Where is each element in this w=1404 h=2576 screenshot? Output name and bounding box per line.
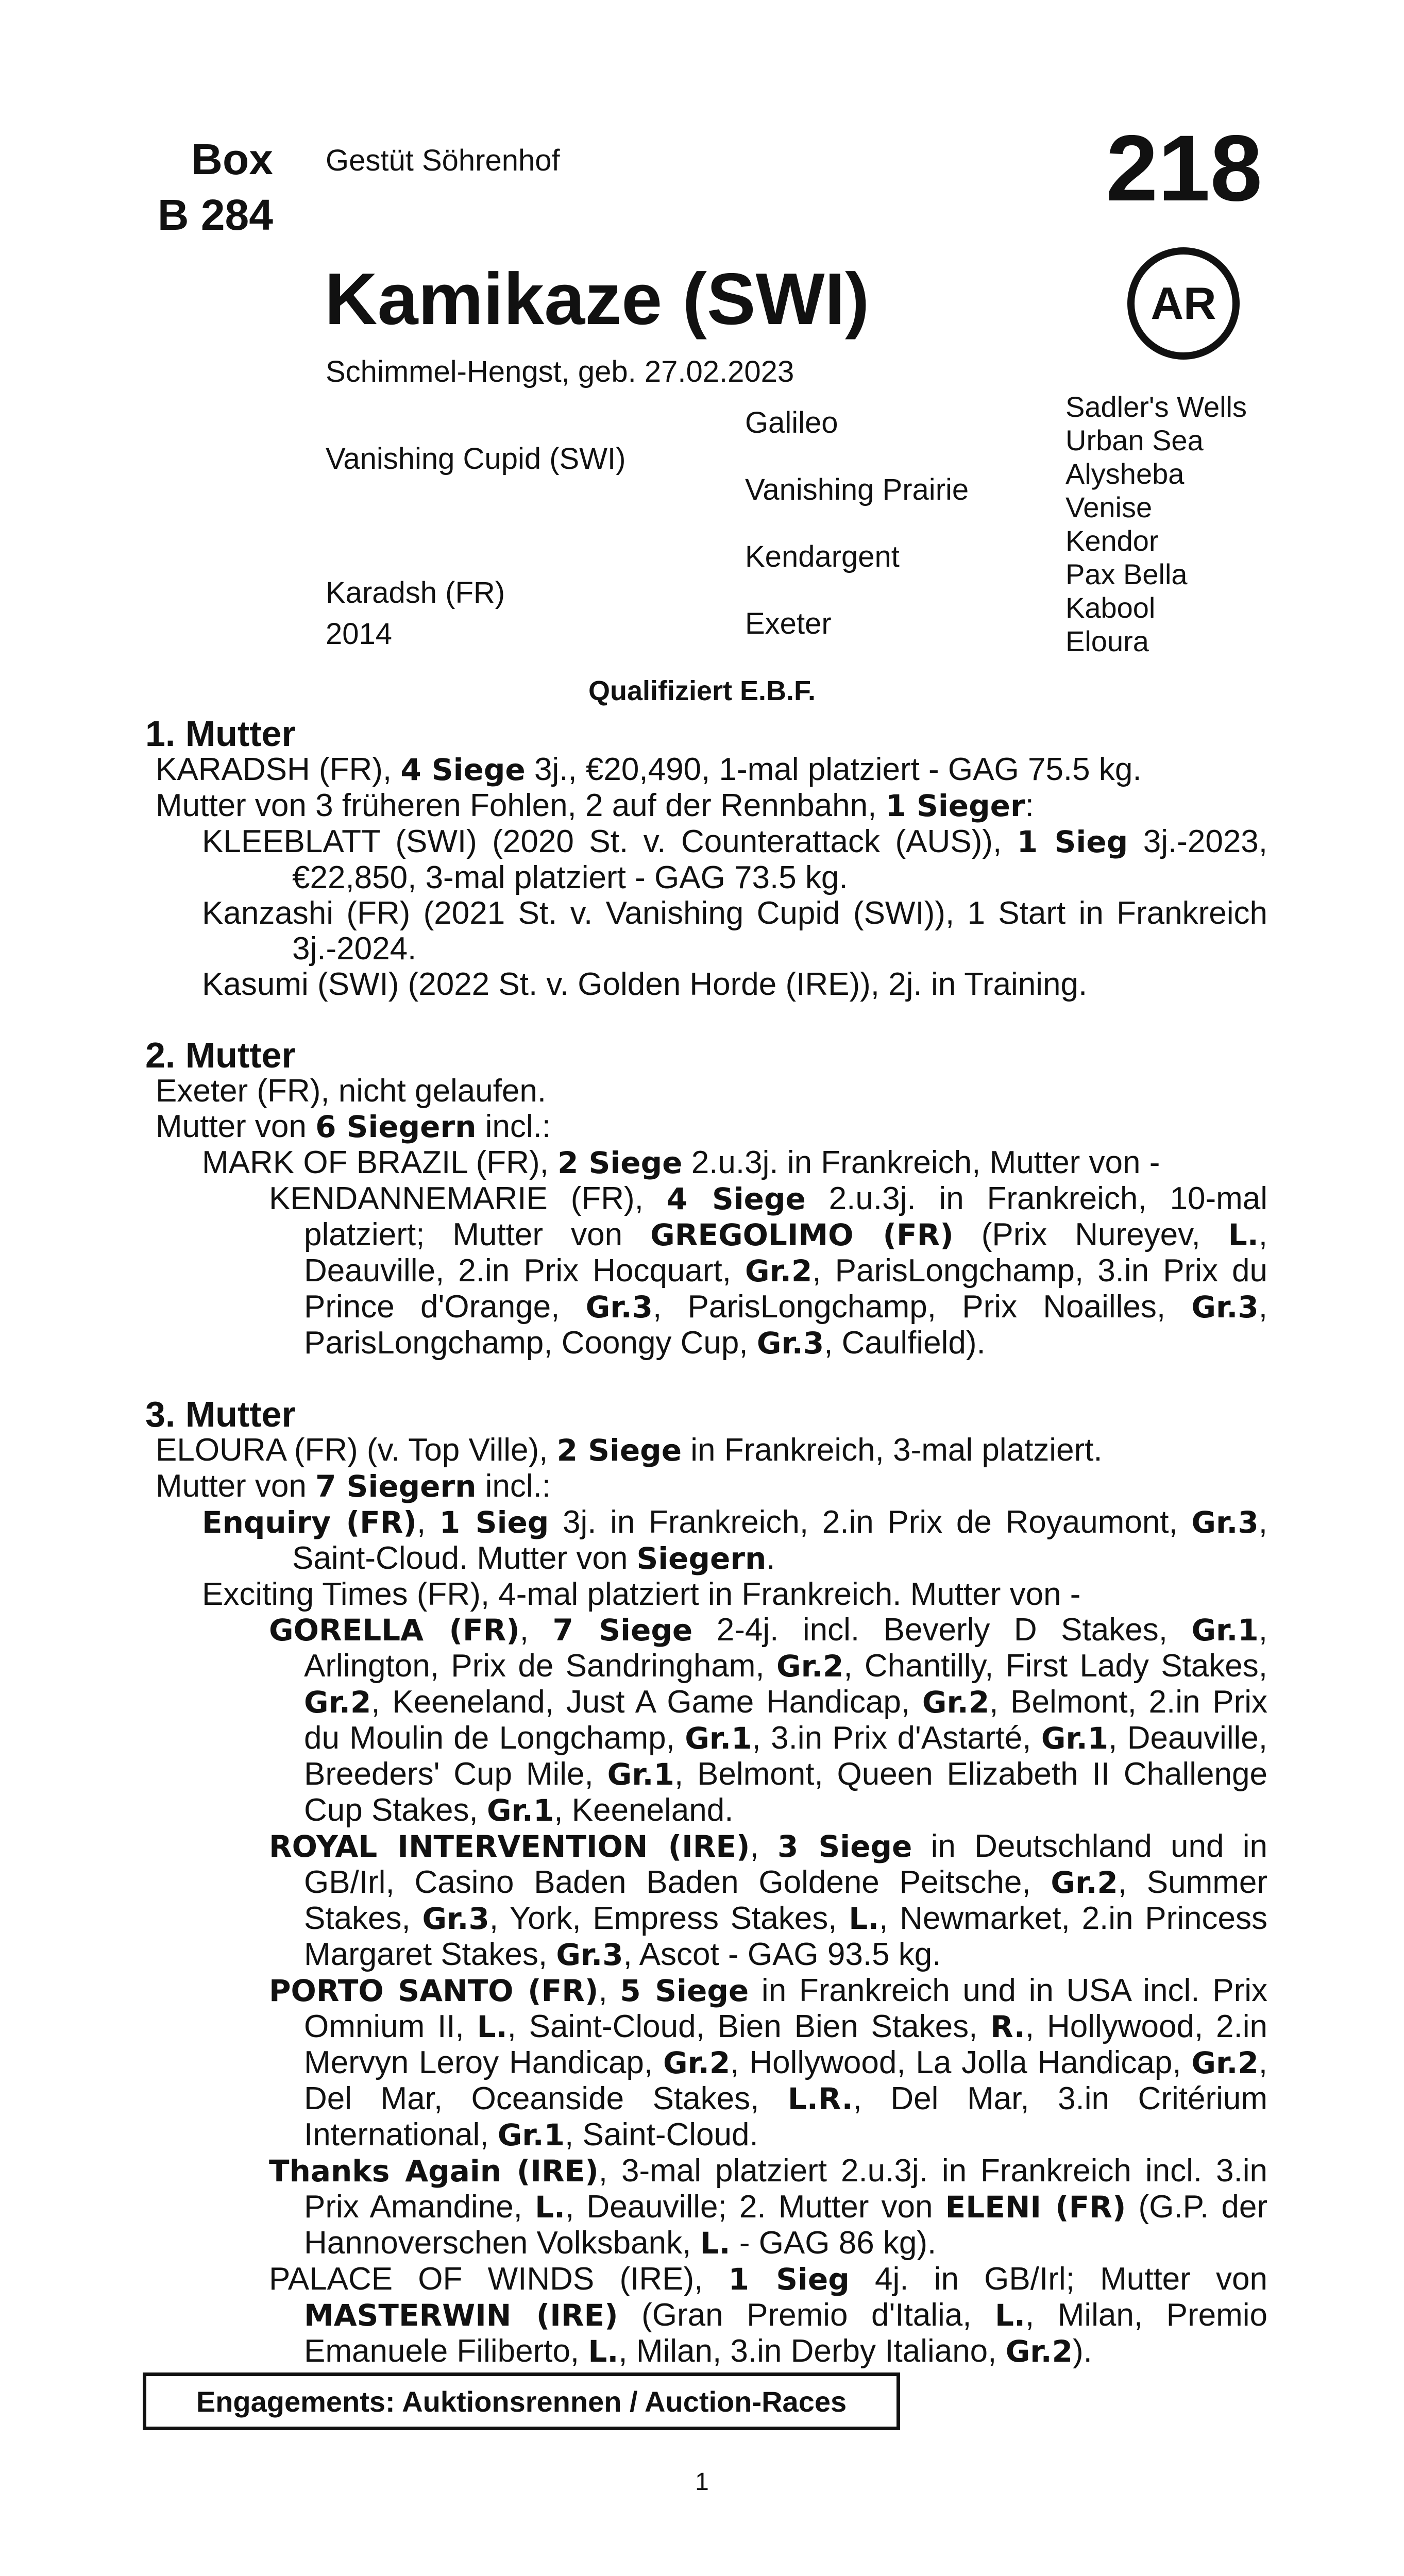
third-dam-heading: 3. Mutter: [145, 1394, 296, 1434]
offspring-entry: KLEEBLATT (SWI) (2020 St. v. Counterattack (AUS)), 1 Sieg 3j.-2023, €22,850, 3-mal platziert - GAG 73.5 kg.: [202, 824, 1268, 895]
qualification: Qualifiziert E.B.F.: [588, 675, 816, 706]
box-label: [129, 131, 273, 243]
page-number: 1: [695, 2468, 709, 2496]
pedigree-grandparent: Venise: [1065, 491, 1153, 523]
pedigree-grandparent: Alysheba: [1065, 457, 1185, 490]
box-line1: Box: [191, 135, 273, 183]
offspring-entry: KENDANNEMARIE (FR), 4 Siege 2.u.3j. in Frankreich, 10-mal platziert; Mutter von GREGOLIMO (FR) (Prix Nureyev, L., Deauville, 2.in Prix Hocquart, Gr.2, ParisLongchamp, 3.in Prix du Prince d'Orange, Gr.3, ParisLongchamp, Prix Noailles, Gr.3, ParisLongchamp, Coongy Cup, Gr.3, Caulfield).: [269, 1181, 1268, 1361]
pedigree-grandparent: Kabool: [1065, 591, 1156, 624]
offspring-entry: Thanks Again (IRE), 3-mal platziert 2.u.3j. in Frankreich incl. 3.in Prix Amandine, L., Deauville; 2. Mutter von ELENI (FR) (G.P. der Hannoverschen Volksbank, L. - GAG 86 kg).: [269, 2153, 1267, 2261]
pedigree-parent: Galileo: [745, 406, 838, 439]
offspring-entry: Kasumi (SWI) (2022 St. v. Golden Horde (IRE)), 2j. in Training.: [202, 967, 1088, 1002]
offspring-entry: PALACE OF WINDS (IRE), 1 Sieg 4j. in GB/Irl; Mutter von MASTERWIN (IRE) (Gran Premio d'Italia, L., Milan, Premio Emanuele Filiberto, L., Milan, 3.in Derby Italiano, Gr.2).: [269, 2261, 1267, 2369]
second-dam-line: Exeter (FR), nicht gelaufen.: [156, 1073, 547, 1109]
offspring-entry: Enquiry (FR), 1 Sieg 3j. in Frankreich, 2.in Prix de Royaumont, Gr.3, Saint-Cloud. Mutter von Siegern.: [202, 1504, 1267, 1576]
pedigree-parent: Exeter: [745, 607, 832, 640]
offspring-entry: GORELLA (FR), 7 Siege 2-4j. incl. Beverly D Stakes, Gr.1, Arlington, Prix de Sandringham, Gr.2, Chantilly, First Lady Stakes, Gr.2, Keeneland, Just A Game Handicap, Gr.2, Belmont, 2.in Prix du Moulin de Longchamp, Gr.1, 3.in Prix d'Astarté, Gr.1, Deauville, Breeders' Cup Mile, Gr.1, Belmont, Queen Elizabeth II Challenge Cup Stakes, Gr.1, Keeneland.: [269, 1612, 1268, 1828]
second-dam-line: Mutter von 6 Siegern incl.:: [156, 1109, 551, 1144]
offspring-entry: MARK OF BRAZIL (FR), 2 Siege 2.u.3j. in Frankreich, Mutter von -: [202, 1145, 1160, 1180]
pedigree-parent: Kendargent: [745, 540, 900, 573]
offspring-entry: Exciting Times (FR), 4-mal platziert in Frankreich. Mutter von -: [202, 1577, 1081, 1612]
pedigree-grandparent: Eloura: [1065, 625, 1149, 657]
pedigree-dam: Karadsh (FR): [326, 576, 505, 609]
pedigree-grandparent: Urban Sea: [1065, 424, 1204, 456]
lot-number: 218: [1106, 115, 1262, 221]
box-line2: B 284: [157, 191, 273, 239]
pedigree-dam-year: 2014: [326, 617, 393, 651]
pedigree-grandparent: Kendor: [1065, 524, 1159, 557]
catalogue-body: [145, 716, 1267, 2369]
horse-subtitle: Schimmel-Hengst, geb. 27.02.2023: [326, 355, 794, 388]
pedigree-grandparents: [1065, 390, 1247, 658]
third-dam-line: ELOURA (FR) (v. Top Ville), 2 Siege in Frankreich, 3-mal platziert.: [156, 1432, 1103, 1468]
horse-name: Kamikaze (SWI): [325, 258, 870, 340]
second-dam-heading: 2. Mutter: [145, 1035, 296, 1075]
stud-name: Gestüt Söhrenhof: [326, 144, 560, 177]
pedigree-sire: Vanishing Cupid (SWI): [326, 442, 626, 476]
ar-badge-text: AR: [1151, 278, 1216, 329]
ar-badge-icon: [1127, 247, 1240, 360]
first-dam-line: KARADSH (FR), 4 Siege 3j., €20,490, 1-mal platziert - GAG 75.5 kg.: [156, 752, 1142, 787]
first-dam-heading: 1. Mutter: [145, 714, 296, 754]
engagements-box: Engagements: Auktionsrennen / Auction-Races: [143, 2372, 900, 2430]
pedigree-grandparent: Pax Bella: [1065, 558, 1188, 590]
pedigree-grandparent: Sadler's Wells: [1065, 391, 1247, 423]
offspring-entry: ROYAL INTERVENTION (IRE), 3 Siege in Deutschland und in GB/Irl, Casino Baden Baden Goldene Peitsche, Gr.2, Summer Stakes, Gr.3, York, Empress Stakes, L., Newmarket, 2.in Princess Margaret Stakes, Gr.3, Ascot - GAG 93.5 kg.: [269, 1828, 1267, 1972]
offspring-entry: PORTO SANTO (FR), 5 Siege in Frankreich und in USA incl. Prix Omnium II, L., Saint-Cloud, Bien Bien Stakes, R., Hollywood, 2.in Mervyn Leroy Handicap, Gr.2, Hollywood, La Jolla Handicap, Gr.2, Del Mar, Oceanside Stakes, L.R., Del Mar, 3.in Critérium International, Gr.1, Saint-Cloud.: [269, 1973, 1268, 2153]
third-dam-line: Mutter von 7 Siegern incl.:: [156, 1468, 551, 1504]
pedigree-parent: Vanishing Prairie: [745, 473, 969, 506]
first-dam-line: Mutter von 3 früheren Fohlen, 2 auf der Rennbahn, 1 Sieger:: [156, 788, 1034, 823]
offspring-entry: Kanzashi (FR) (2021 St. v. Vanishing Cupid (SWI)), 1 Start in Frankreich 3j.-2024.: [202, 895, 1267, 967]
